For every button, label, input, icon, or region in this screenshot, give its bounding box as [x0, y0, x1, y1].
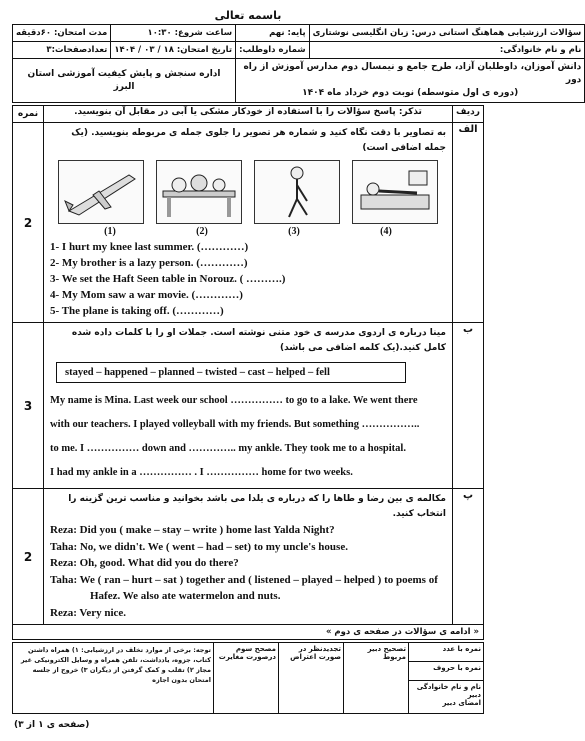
question-row-1 — [13, 123, 484, 323]
question-letter: ب — [453, 323, 484, 489]
airplane-picture — [58, 160, 144, 224]
grading-footer — [12, 642, 484, 714]
corrector-label: تصحیح دبیر مربوط — [344, 643, 409, 714]
question-row-2 — [13, 323, 484, 489]
sentence-3: 3- We set the Haft Seen table in Norouz. ( ……….) — [50, 273, 286, 285]
violation-notes: توجه: برخی از موارد تخلف در ارزشیابی: ۱) همراه داشتن کتاب، جزوه، یادداشت، تلفن همراه و وسایل الکترونیکی غیر مجاز ۲) تقلب و کمک گرفتن از دیگران ۳) خروج از جلسه امتحان بدون اجازه — [13, 643, 214, 714]
sentence-4: 4- My Mom saw a war movie. (…………) — [50, 289, 243, 301]
picture-number-2: (2) — [196, 226, 208, 237]
exam-header-table — [12, 24, 585, 103]
dialogue-line-4: Taha: We ( ran – hurt – sat ) together and ( listened – played – helped ) to poems of — [50, 573, 438, 586]
dialogue-line-1: Reza: Did you ( make – stay – write ) home last Yalda Night? — [50, 524, 335, 536]
question-letter: پ — [453, 489, 484, 625]
col-score: نمره — [13, 106, 44, 123]
question-score: 3 — [13, 323, 44, 489]
passage-line-2: with our teachers. I played volleyball with my friends. But something …………….. — [50, 419, 420, 430]
recheck-label: تجدیدنظر در صورت اعتراض — [279, 643, 344, 714]
question-score: 2 — [13, 123, 44, 323]
exam-date: تاریخ امتحان: ۱۸ / ۰۳ / ۱۴۰۴ — [111, 42, 236, 59]
dialogue-line-3: Reza: Oh, good. What did you do there? — [50, 557, 239, 569]
audience-cell — [236, 59, 585, 103]
mismatch-label: مصحح سوم درصورت مغایرت — [214, 643, 279, 714]
picture-number-1: (1) — [104, 226, 116, 237]
sentence-5: 5- The plane is taking off. (…………) — [50, 305, 224, 317]
picture-numbers — [50, 224, 446, 239]
question-instruction: به تصاویر با دقت نگاه کنید و شماره هر تصویر را جلوی جمله ی مربوطه بنویسید. (یک جمله اضافی است) — [71, 128, 446, 153]
session: (دوره ی اول متوسطه) نوبت دوم خرداد ماه ۱۴۰۴ — [302, 88, 519, 98]
sentence-2: 2- My brother is a lazy person. (…………) — [50, 257, 248, 269]
exam-title: سؤالات ارزشیابی هماهنگ استانی درس: زبان انگلیسی نوشتاری — [309, 25, 585, 42]
audience: دانش آموزان، داوطلبان آزاد، طرح جامع و نیمسال دوم مدارس آموزش از راه دور — [243, 62, 582, 85]
bismillah: باسمه تعالی — [214, 9, 282, 22]
dialogue-line-2: Taha: No, we didn't. We ( went – had – set) to my uncle's house. — [50, 540, 348, 553]
passage-line-3: to me. I …………… down and ………….. my ankle. They took me to a hospital. — [50, 443, 406, 454]
question-score: 2 — [13, 489, 44, 625]
dialogue — [50, 522, 446, 621]
picture-number-4: (4) — [380, 226, 392, 237]
question-instruction: مینا درباره ی اردوی مدرسه ی خود متنی نوشته است. جملات او را با کلمات داده شده کامل کنید.(یک کلمه اضافی می باشد) — [71, 328, 446, 353]
dialogue-line-6: Reza: Very nice. — [50, 606, 127, 619]
hurt-knee-picture — [254, 160, 340, 224]
teacher-cell — [409, 681, 484, 714]
question-row-3 — [13, 489, 484, 625]
picture-number-3: (3) — [288, 226, 300, 237]
grade: پایه: نهم — [236, 25, 310, 42]
haft-seen-table-picture — [156, 160, 242, 224]
questions-table — [12, 105, 484, 640]
question-letter: الف — [453, 123, 484, 323]
sentence-list — [50, 239, 446, 319]
word-box: stayed – happened – planned – twisted – cast – helped – fell — [56, 362, 406, 383]
page-count: تعدادصفحات:۳ — [13, 42, 111, 59]
passage-line-1: My name is Mina. Last week our school …………… to go to a lake. We went there — [50, 395, 418, 406]
name-label: نام و نام خانوادگی: — [309, 42, 585, 59]
seat-label: شماره داوطلب: — [236, 42, 310, 59]
passage-line-4: I had my ankle in a …………… . I …………… home for two weeks. — [50, 467, 353, 478]
page-number: (صفحه ی ۱ از ۳) — [14, 720, 90, 730]
score-digits-label: نمره با عدد — [409, 643, 484, 662]
dialogue-line-5: Hafez. We also ate watermelon and nuts. — [90, 590, 281, 602]
col-radif: ردیف — [453, 106, 484, 123]
start-time: ساعت شروع: ۱۰:۳۰ — [111, 25, 236, 42]
office: اداره سنجش و پایش کیفیت آموزشی استان البرز — [13, 59, 236, 103]
lazy-person-picture — [352, 160, 438, 224]
continue-note: « ادامه ی سؤالات در صفحه ی دوم » — [13, 625, 484, 640]
duration: مدت امتحان: ۶۰دقیقه — [13, 25, 111, 42]
col-note: تذکر: پاسخ سؤالات را با استفاده از خودکار مشکی یا آبی در مقابل آن بنویسید. — [44, 106, 453, 123]
passage — [50, 389, 446, 485]
exam-page — [12, 8, 582, 714]
question-instruction: مکالمه ی بین رضا و طاها را که درباره ی یلدا می باشد بخوانید و مناسب ترین گزینه را انتخاب کنید. — [68, 494, 446, 519]
teacher-name-label: نام و نام خانوادگی دبیر — [416, 683, 481, 699]
picture-row — [50, 156, 446, 224]
score-letters-label: نمره با حروف — [409, 662, 484, 681]
sentence-1: 1- I hurt my knee last summer. (…………) — [50, 241, 249, 253]
signature-label: امضای دبیر — [442, 699, 481, 707]
